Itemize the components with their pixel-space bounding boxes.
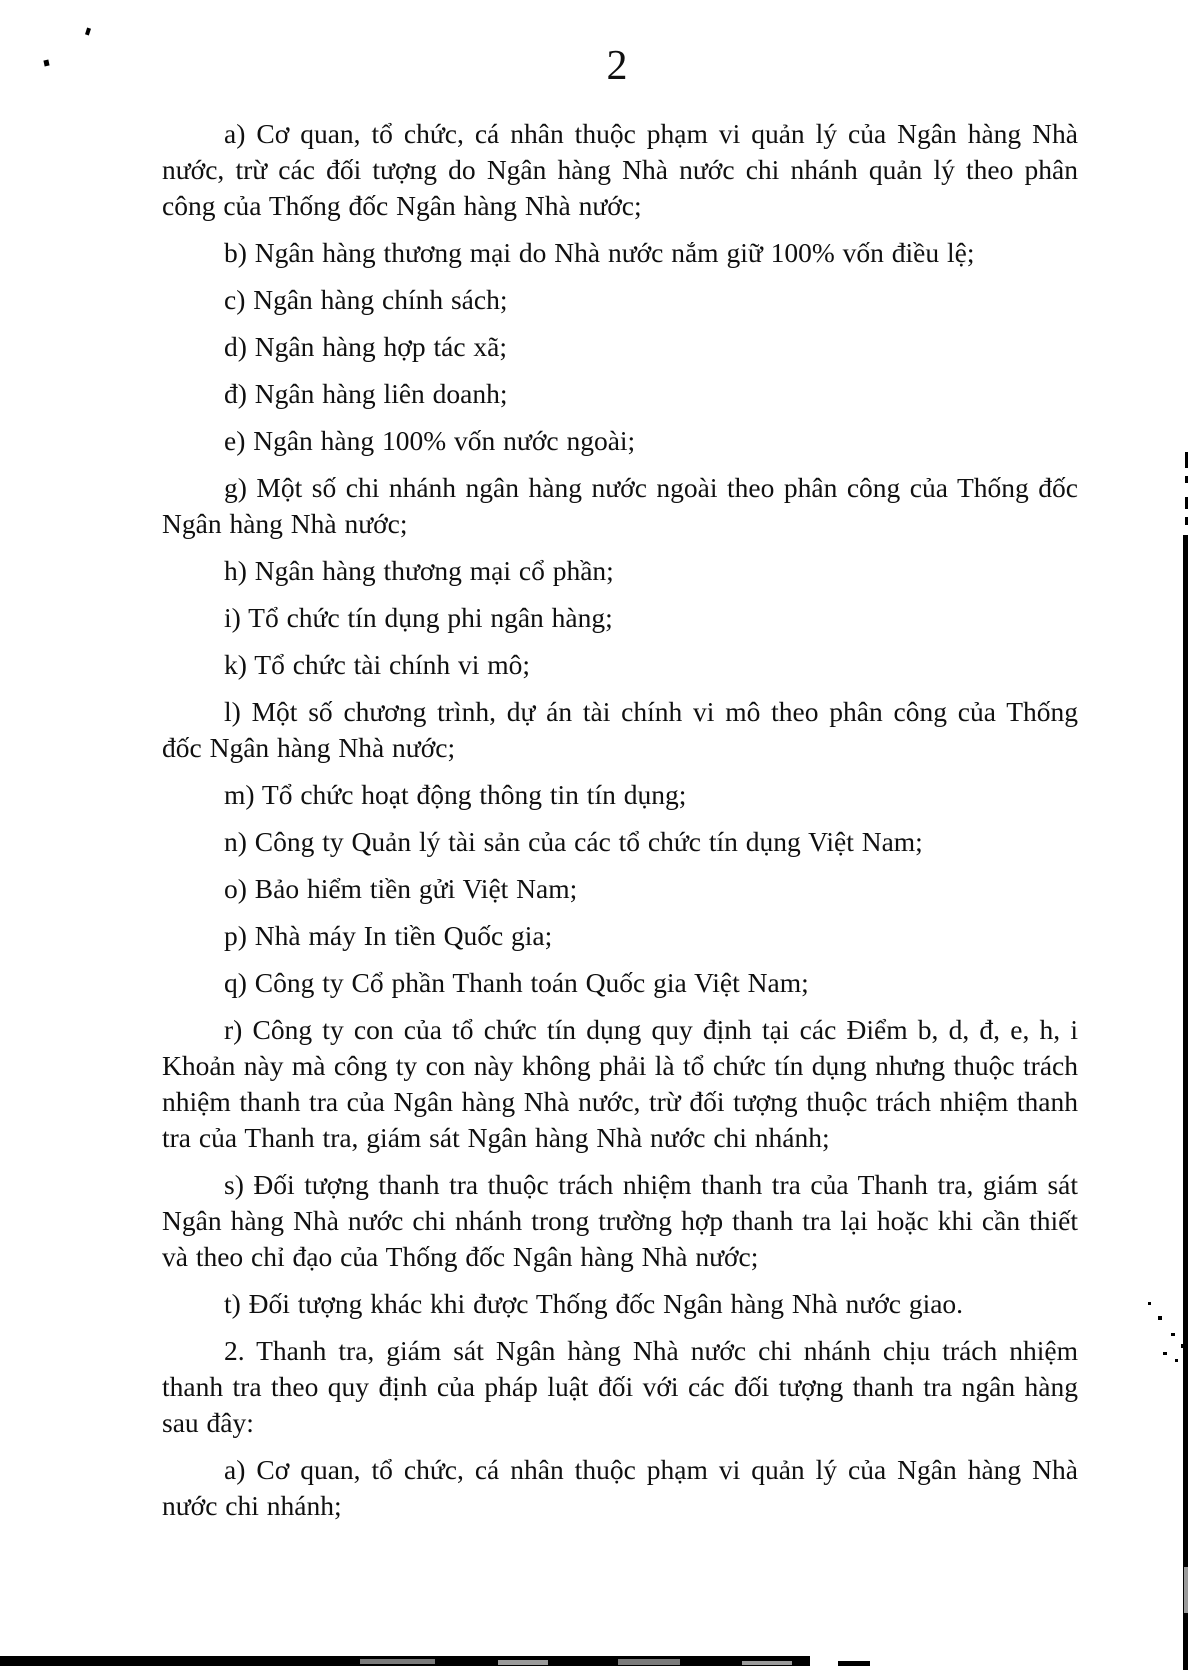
paragraph-s: s) Đối tượng thanh tra thuộc trách nhiệm thanh tra của Thanh tra, giám sát Ngân hàng Nhà nước chi nhánh trong trường hợp thanh tra lại hoặc khi cần thiết và theo chỉ đạo của Thống đốc Ngân hàng Nhà nước; [162,1169,1078,1272]
paragraph-dd: đ) Ngân hàng liên doanh; [224,378,508,409]
page-number: 2 [606,43,628,89]
scan-bottom-bar-patch [742,1661,792,1665]
scan-bottom-bar-patch [360,1659,435,1664]
paragraph-o: o) Bảo hiểm tiền gửi Việt Nam; [224,873,578,904]
document-body [162,116,1078,1524]
scan-speck [1158,1316,1162,1320]
paragraph-a-clause-2: a) Cơ quan, tổ chức, cá nhân thuộc phạm vi quản lý của Ngân hàng Nhà nước chi nhánh; [162,1454,1078,1521]
paragraph-d: d) Ngân hàng hợp tác xã; [224,331,507,362]
scan-edge-line [1183,535,1188,1670]
paragraph-p: p) Nhà máy In tiền Quốc gia; [224,920,553,951]
scan-speck [85,28,91,36]
paragraph-q: q) Công ty Cổ phần Thanh toán Quốc gia Việt Nam; [224,967,809,998]
scan-edge-line-dash [1185,452,1188,468]
paragraph-a: a) Cơ quan, tổ chức, cá nhân thuộc phạm vi quản lý của Ngân hàng Nhà nước, trừ các đối tượng do Ngân hàng Nhà nước chi nhánh quản lý theo phân công của Thống đốc Ngân hàng Nhà nước; [162,118,1078,221]
paragraph-i: i) Tổ chức tín dụng phi ngân hàng; [224,602,613,633]
scan-speck [1175,1359,1178,1362]
paragraph-h: h) Ngân hàng thương mại cổ phần; [224,555,614,586]
paragraph-c: c) Ngân hàng chính sách; [224,284,508,315]
paragraph-t: t) Đối tượng khác khi được Thống đốc Ngân hàng Nhà nước giao. [224,1288,964,1319]
paragraph-g: g) Một số chi nhánh ngân hàng nước ngoài theo phân công của Thống đốc Ngân hàng Nhà nước; [162,472,1078,539]
paragraph-e: e) Ngân hàng 100% vốn nước ngoài; [224,425,636,456]
scan-speck [1171,1333,1175,1336]
scan-speck [1163,1352,1167,1355]
scan-edge-line-dash [1185,497,1188,509]
paragraph-r: r) Công ty con của tổ chức tín dụng quy định tại các Điểm b, d, đ, e, h, i Khoản này mà công ty con này không phải là tổ chức tín dụng nhưng thuộc trách nhiệm thanh tra của Ngân hàng Nhà nước, trừ đối tượng thuộc trách nhiệm thanh tra của Thanh tra, giám sát Ngân hàng Nhà nước chi nhánh; [162,1014,1078,1153]
paragraph-m: m) Tổ chức hoạt động thông tin tín dụng; [224,779,687,810]
scan-bottom-bar-patch [618,1659,680,1665]
paragraph-b: b) Ngân hàng thương mại do Nhà nước nắm giữ 100% vốn điều lệ; [224,237,975,268]
scan-edge-line-faded [1184,1567,1188,1613]
scan-bottom-bar-patch [498,1660,548,1665]
scan-bottom-bar-dash [838,1661,870,1666]
paragraph-l: l) Một số chương trình, dự án tài chính vi mô theo phân công của Thống đốc Ngân hàng Nhà nước; [162,696,1078,763]
scan-speck [43,60,49,67]
scan-edge-line-dash [1185,517,1188,525]
paragraph-k: k) Tổ chức tài chính vi mô; [224,649,531,680]
paragraph-clause-2: 2. Thanh tra, giám sát Ngân hàng Nhà nước chi nhánh chịu trách nhiệm thanh tra theo quy định của pháp luật đối với các đối tượng thanh tra ngân hàng sau đây: [162,1335,1078,1438]
scan-speck [1148,1302,1151,1305]
scan-edge-line-dash [1185,476,1188,483]
paragraph-n: n) Công ty Quản lý tài sản của các tổ chức tín dụng Việt Nam; [224,826,923,857]
scan-speck [1181,1344,1185,1348]
